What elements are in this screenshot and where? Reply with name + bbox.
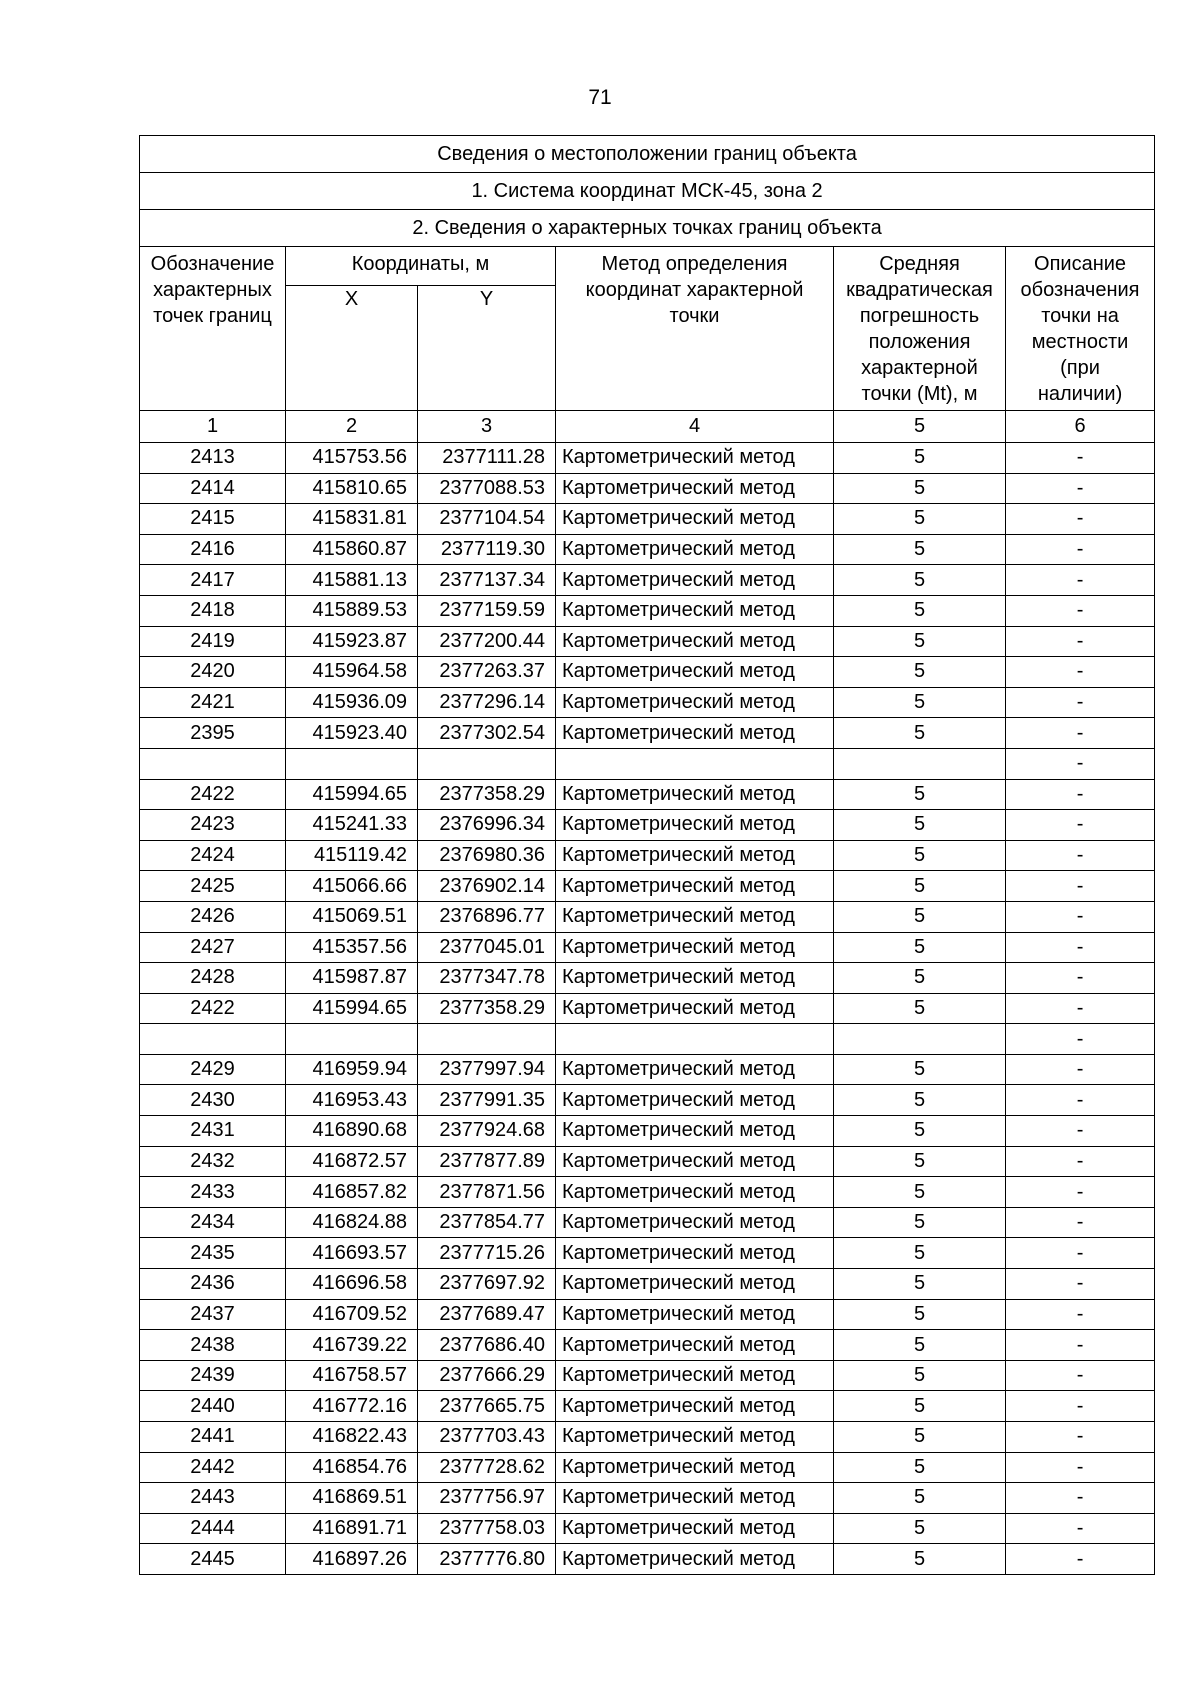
method-cell: Картометрический метод [556, 1422, 834, 1453]
y-coordinate-cell: 2377358.29 [418, 993, 556, 1024]
description-cell: - [1006, 1269, 1155, 1300]
y-coordinate-cell: 2376896.77 [418, 901, 556, 932]
header-description: Описание обозначения точки на местности (при наличии) [1006, 247, 1155, 411]
column-number: 6 [1006, 411, 1155, 443]
x-coordinate-cell: 415889.53 [286, 595, 418, 626]
points-section-heading: 2. Сведения о характерных точках границ объекта [140, 210, 1155, 247]
header-error: Средняя квадратическая погрешность положения характерной точки (Mt), м [834, 247, 1006, 411]
x-coordinate-cell: 415810.65 [286, 473, 418, 504]
error-cell: 5 [834, 779, 1006, 810]
description-cell: - [1006, 1391, 1155, 1422]
error-cell: 5 [834, 565, 1006, 596]
method-cell: Картометрический метод [556, 1238, 834, 1269]
method-cell: Картометрический метод [556, 1177, 834, 1208]
table-row [140, 1483, 1155, 1514]
table-row [140, 1177, 1155, 1208]
error-cell: 5 [834, 1238, 1006, 1269]
description-cell: - [1006, 1299, 1155, 1330]
x-coordinate-cell: 415987.87 [286, 963, 418, 994]
x-coordinate-cell [286, 748, 418, 779]
table-row [140, 657, 1155, 688]
y-coordinate-cell: 2377137.34 [418, 565, 556, 596]
point-id-cell: 2415 [140, 504, 286, 535]
description-cell: - [1006, 534, 1155, 565]
method-cell: Картометрический метод [556, 1085, 834, 1116]
description-cell: - [1006, 504, 1155, 535]
description-cell: - [1006, 1452, 1155, 1483]
x-coordinate-cell: 415936.09 [286, 687, 418, 718]
method-cell [556, 1024, 834, 1055]
table-row [140, 687, 1155, 718]
method-cell: Картометрический метод [556, 1116, 834, 1147]
column-number: 3 [418, 411, 556, 443]
point-id-cell: 2429 [140, 1054, 286, 1085]
method-cell: Картометрический метод [556, 1483, 834, 1514]
point-id-cell: 2432 [140, 1146, 286, 1177]
method-cell: Картометрический метод [556, 1207, 834, 1238]
description-cell: - [1006, 932, 1155, 963]
method-cell: Картометрический метод [556, 993, 834, 1024]
description-cell: - [1006, 748, 1155, 779]
error-cell [834, 1024, 1006, 1055]
method-cell: Картометрический метод [556, 871, 834, 902]
error-cell: 5 [834, 993, 1006, 1024]
description-cell: - [1006, 1054, 1155, 1085]
coordinate-system-heading: 1. Система координат МСК-45, зона 2 [140, 173, 1155, 210]
table-row [140, 1544, 1155, 1575]
table-row [140, 1116, 1155, 1147]
method-cell: Картометрический метод [556, 1269, 834, 1300]
y-coordinate-cell: 2376996.34 [418, 810, 556, 841]
x-coordinate-cell: 416758.57 [286, 1360, 418, 1391]
point-id-cell: 2422 [140, 993, 286, 1024]
x-coordinate-cell: 416693.57 [286, 1238, 418, 1269]
table-row [140, 1513, 1155, 1544]
x-coordinate-cell: 415860.87 [286, 534, 418, 565]
error-cell: 5 [834, 1177, 1006, 1208]
description-cell: - [1006, 1146, 1155, 1177]
y-coordinate-cell: 2377296.14 [418, 687, 556, 718]
point-id-cell: 2440 [140, 1391, 286, 1422]
table-row [140, 1238, 1155, 1269]
error-cell: 5 [834, 1269, 1006, 1300]
error-cell: 5 [834, 1544, 1006, 1575]
table-row [140, 1054, 1155, 1085]
y-coordinate-cell: 2377877.89 [418, 1146, 556, 1177]
table-row [140, 871, 1155, 902]
x-coordinate-cell: 416869.51 [286, 1483, 418, 1514]
x-coordinate-cell: 415881.13 [286, 565, 418, 596]
header-coordinates: Координаты, м [286, 247, 556, 286]
point-id-cell: 2424 [140, 840, 286, 871]
method-cell: Картометрический метод [556, 810, 834, 841]
point-id-cell: 2435 [140, 1238, 286, 1269]
y-coordinate-cell: 2377665.75 [418, 1391, 556, 1422]
description-cell: - [1006, 1422, 1155, 1453]
y-coordinate-cell: 2377104.54 [418, 504, 556, 535]
y-coordinate-cell: 2377703.43 [418, 1422, 556, 1453]
y-coordinate-cell [418, 1024, 556, 1055]
column-number: 1 [140, 411, 286, 443]
table-row [140, 534, 1155, 565]
point-id-cell: 2434 [140, 1207, 286, 1238]
error-cell: 5 [834, 1422, 1006, 1453]
description-cell: - [1006, 840, 1155, 871]
table-row [140, 748, 1155, 779]
point-id-cell: 2439 [140, 1360, 286, 1391]
boundary-points-table [139, 135, 1155, 1575]
x-coordinate-cell: 415923.40 [286, 718, 418, 749]
x-coordinate-cell: 416959.94 [286, 1054, 418, 1085]
method-cell: Картометрический метод [556, 1391, 834, 1422]
table-row [140, 810, 1155, 841]
description-cell: - [1006, 1024, 1155, 1055]
error-cell [834, 748, 1006, 779]
x-coordinate-cell: 416739.22 [286, 1330, 418, 1361]
y-coordinate-cell: 2377119.30 [418, 534, 556, 565]
column-number: 5 [834, 411, 1006, 443]
x-coordinate-cell: 415066.66 [286, 871, 418, 902]
method-cell: Картометрический метод [556, 565, 834, 596]
method-cell: Картометрический метод [556, 1544, 834, 1575]
error-cell: 5 [834, 1452, 1006, 1483]
point-id-cell: 2414 [140, 473, 286, 504]
y-coordinate-cell: 2377997.94 [418, 1054, 556, 1085]
x-coordinate-cell: 415753.56 [286, 443, 418, 474]
error-cell: 5 [834, 1299, 1006, 1330]
description-cell: - [1006, 443, 1155, 474]
table-row [140, 1085, 1155, 1116]
x-coordinate-cell: 416709.52 [286, 1299, 418, 1330]
description-cell: - [1006, 1360, 1155, 1391]
error-cell: 5 [834, 657, 1006, 688]
table-row [140, 565, 1155, 596]
description-cell: - [1006, 901, 1155, 932]
header-x: X [286, 286, 418, 411]
table-row [140, 1330, 1155, 1361]
point-id-cell: 2425 [140, 871, 286, 902]
error-cell: 5 [834, 473, 1006, 504]
x-coordinate-cell: 416890.68 [286, 1116, 418, 1147]
description-cell: - [1006, 718, 1155, 749]
method-cell: Картометрический метод [556, 901, 834, 932]
x-coordinate-cell: 415241.33 [286, 810, 418, 841]
x-coordinate-cell: 415357.56 [286, 932, 418, 963]
y-coordinate-cell: 2377358.29 [418, 779, 556, 810]
method-cell: Картометрический метод [556, 1360, 834, 1391]
table-row [140, 595, 1155, 626]
y-coordinate-cell: 2377200.44 [418, 626, 556, 657]
table-row [140, 1360, 1155, 1391]
table-row [140, 1024, 1155, 1055]
method-cell: Картометрический метод [556, 1330, 834, 1361]
x-coordinate-cell: 415069.51 [286, 901, 418, 932]
x-coordinate-cell: 415831.81 [286, 504, 418, 535]
table-row [140, 993, 1155, 1024]
column-number: 2 [286, 411, 418, 443]
point-id-cell: 2444 [140, 1513, 286, 1544]
error-cell: 5 [834, 595, 1006, 626]
x-coordinate-cell: 415119.42 [286, 840, 418, 871]
description-cell: - [1006, 1330, 1155, 1361]
method-cell: Картометрический метод [556, 718, 834, 749]
description-cell: - [1006, 1483, 1155, 1514]
header-point-designation: Обозначение характерных точек границ [140, 247, 286, 411]
table-row [140, 1207, 1155, 1238]
x-coordinate-cell: 416897.26 [286, 1544, 418, 1575]
header-y: Y [418, 286, 556, 411]
x-coordinate-cell [286, 1024, 418, 1055]
table-row [140, 901, 1155, 932]
y-coordinate-cell: 2377758.03 [418, 1513, 556, 1544]
y-coordinate-cell: 2376902.14 [418, 871, 556, 902]
x-coordinate-cell: 415964.58 [286, 657, 418, 688]
table-title: Сведения о местоположении границ объекта [140, 136, 1155, 173]
point-id-cell: 2423 [140, 810, 286, 841]
x-coordinate-cell: 416772.16 [286, 1391, 418, 1422]
x-coordinate-cell: 415994.65 [286, 993, 418, 1024]
table-row [140, 1299, 1155, 1330]
x-coordinate-cell: 415923.87 [286, 626, 418, 657]
method-cell: Картометрический метод [556, 1054, 834, 1085]
point-id-cell: 2430 [140, 1085, 286, 1116]
method-cell: Картометрический метод [556, 779, 834, 810]
error-cell: 5 [834, 687, 1006, 718]
method-cell: Картометрический метод [556, 1452, 834, 1483]
y-coordinate-cell: 2377686.40 [418, 1330, 556, 1361]
y-coordinate-cell: 2377728.62 [418, 1452, 556, 1483]
method-cell: Картометрический метод [556, 504, 834, 535]
description-cell: - [1006, 473, 1155, 504]
y-coordinate-cell: 2377689.47 [418, 1299, 556, 1330]
description-cell: - [1006, 1544, 1155, 1575]
header-method: Метод определения координат характерной точки [556, 247, 834, 411]
y-coordinate-cell: 2377854.77 [418, 1207, 556, 1238]
column-numbers-row [140, 411, 1155, 443]
error-cell: 5 [834, 840, 1006, 871]
table-row [140, 718, 1155, 749]
y-coordinate-cell: 2377302.54 [418, 718, 556, 749]
description-cell: - [1006, 1116, 1155, 1147]
table-row [140, 473, 1155, 504]
point-id-cell: 2443 [140, 1483, 286, 1514]
error-cell: 5 [834, 1360, 1006, 1391]
table-row [140, 1391, 1155, 1422]
table-row [140, 1452, 1155, 1483]
x-coordinate-cell: 416822.43 [286, 1422, 418, 1453]
y-coordinate-cell: 2377347.78 [418, 963, 556, 994]
table-row [140, 779, 1155, 810]
y-coordinate-cell: 2377756.97 [418, 1483, 556, 1514]
description-cell: - [1006, 963, 1155, 994]
point-id-cell: 2445 [140, 1544, 286, 1575]
y-coordinate-cell: 2377111.28 [418, 443, 556, 474]
point-id-cell: 2421 [140, 687, 286, 718]
x-coordinate-cell: 416696.58 [286, 1269, 418, 1300]
x-coordinate-cell: 416953.43 [286, 1085, 418, 1116]
error-cell: 5 [834, 810, 1006, 841]
point-id-cell: 2442 [140, 1452, 286, 1483]
description-cell: - [1006, 565, 1155, 596]
y-coordinate-cell: 2377715.26 [418, 1238, 556, 1269]
point-id-cell [140, 748, 286, 779]
x-coordinate-cell: 416854.76 [286, 1452, 418, 1483]
method-cell: Картометрический метод [556, 840, 834, 871]
column-number: 4 [556, 411, 834, 443]
description-cell: - [1006, 779, 1155, 810]
error-cell: 5 [834, 534, 1006, 565]
description-cell: - [1006, 595, 1155, 626]
y-coordinate-cell: 2377924.68 [418, 1116, 556, 1147]
error-cell: 5 [834, 504, 1006, 535]
description-cell: - [1006, 1238, 1155, 1269]
point-id-cell: 2436 [140, 1269, 286, 1300]
error-cell: 5 [834, 963, 1006, 994]
point-id-cell: 2417 [140, 565, 286, 596]
point-id-cell: 2426 [140, 901, 286, 932]
point-id-cell: 2441 [140, 1422, 286, 1453]
y-coordinate-cell: 2377045.01 [418, 932, 556, 963]
point-id-cell: 2420 [140, 657, 286, 688]
point-id-cell: 2431 [140, 1116, 286, 1147]
method-cell: Картометрический метод [556, 595, 834, 626]
point-id-cell: 2413 [140, 443, 286, 474]
method-cell: Картометрический метод [556, 657, 834, 688]
error-cell: 5 [834, 1513, 1006, 1544]
method-cell: Картометрический метод [556, 1513, 834, 1544]
description-cell: - [1006, 1085, 1155, 1116]
y-coordinate-cell: 2377666.29 [418, 1360, 556, 1391]
description-cell: - [1006, 1207, 1155, 1238]
method-cell: Картометрический метод [556, 626, 834, 657]
description-cell: - [1006, 626, 1155, 657]
x-coordinate-cell: 416824.88 [286, 1207, 418, 1238]
table-row [140, 1146, 1155, 1177]
method-cell: Картометрический метод [556, 534, 834, 565]
error-cell: 5 [834, 871, 1006, 902]
description-cell: - [1006, 687, 1155, 718]
description-cell: - [1006, 657, 1155, 688]
table-row [140, 1422, 1155, 1453]
table-row [140, 626, 1155, 657]
table-row [140, 932, 1155, 963]
x-coordinate-cell: 416891.71 [286, 1513, 418, 1544]
table-row [140, 504, 1155, 535]
point-id-cell: 2433 [140, 1177, 286, 1208]
y-coordinate-cell [418, 748, 556, 779]
method-cell: Картометрический метод [556, 1146, 834, 1177]
x-coordinate-cell: 416857.82 [286, 1177, 418, 1208]
method-cell: Картометрический метод [556, 443, 834, 474]
point-id-cell: 2419 [140, 626, 286, 657]
point-id-cell: 2437 [140, 1299, 286, 1330]
y-coordinate-cell: 2377871.56 [418, 1177, 556, 1208]
method-cell: Картометрический метод [556, 687, 834, 718]
error-cell: 5 [834, 443, 1006, 474]
y-coordinate-cell: 2376980.36 [418, 840, 556, 871]
point-id-cell: 2395 [140, 718, 286, 749]
y-coordinate-cell: 2377159.59 [418, 595, 556, 626]
method-cell: Картометрический метод [556, 1299, 834, 1330]
table-row [140, 840, 1155, 871]
error-cell: 5 [834, 1085, 1006, 1116]
error-cell: 5 [834, 1483, 1006, 1514]
error-cell: 5 [834, 1116, 1006, 1147]
description-cell: - [1006, 993, 1155, 1024]
error-cell: 5 [834, 1207, 1006, 1238]
error-cell: 5 [834, 626, 1006, 657]
method-cell: Картометрический метод [556, 932, 834, 963]
description-cell: - [1006, 1513, 1155, 1544]
y-coordinate-cell: 2377088.53 [418, 473, 556, 504]
table-row [140, 963, 1155, 994]
point-id-cell: 2438 [140, 1330, 286, 1361]
description-cell: - [1006, 871, 1155, 902]
method-cell [556, 748, 834, 779]
error-cell: 5 [834, 1146, 1006, 1177]
page-number: 71 [588, 86, 612, 109]
x-coordinate-cell: 416872.57 [286, 1146, 418, 1177]
table-row [140, 1269, 1155, 1300]
method-cell: Картометрический метод [556, 473, 834, 504]
point-id-cell [140, 1024, 286, 1055]
description-cell: - [1006, 810, 1155, 841]
point-id-cell: 2428 [140, 963, 286, 994]
error-cell: 5 [834, 718, 1006, 749]
error-cell: 5 [834, 1054, 1006, 1085]
x-coordinate-cell: 415994.65 [286, 779, 418, 810]
error-cell: 5 [834, 1391, 1006, 1422]
method-cell: Картометрический метод [556, 963, 834, 994]
error-cell: 5 [834, 901, 1006, 932]
point-id-cell: 2418 [140, 595, 286, 626]
error-cell: 5 [834, 1330, 1006, 1361]
point-id-cell: 2427 [140, 932, 286, 963]
y-coordinate-cell: 2377697.92 [418, 1269, 556, 1300]
y-coordinate-cell: 2377991.35 [418, 1085, 556, 1116]
description-cell: - [1006, 1177, 1155, 1208]
table-row [140, 443, 1155, 474]
error-cell: 5 [834, 932, 1006, 963]
y-coordinate-cell: 2377263.37 [418, 657, 556, 688]
point-id-cell: 2416 [140, 534, 286, 565]
y-coordinate-cell: 2377776.80 [418, 1544, 556, 1575]
point-id-cell: 2422 [140, 779, 286, 810]
